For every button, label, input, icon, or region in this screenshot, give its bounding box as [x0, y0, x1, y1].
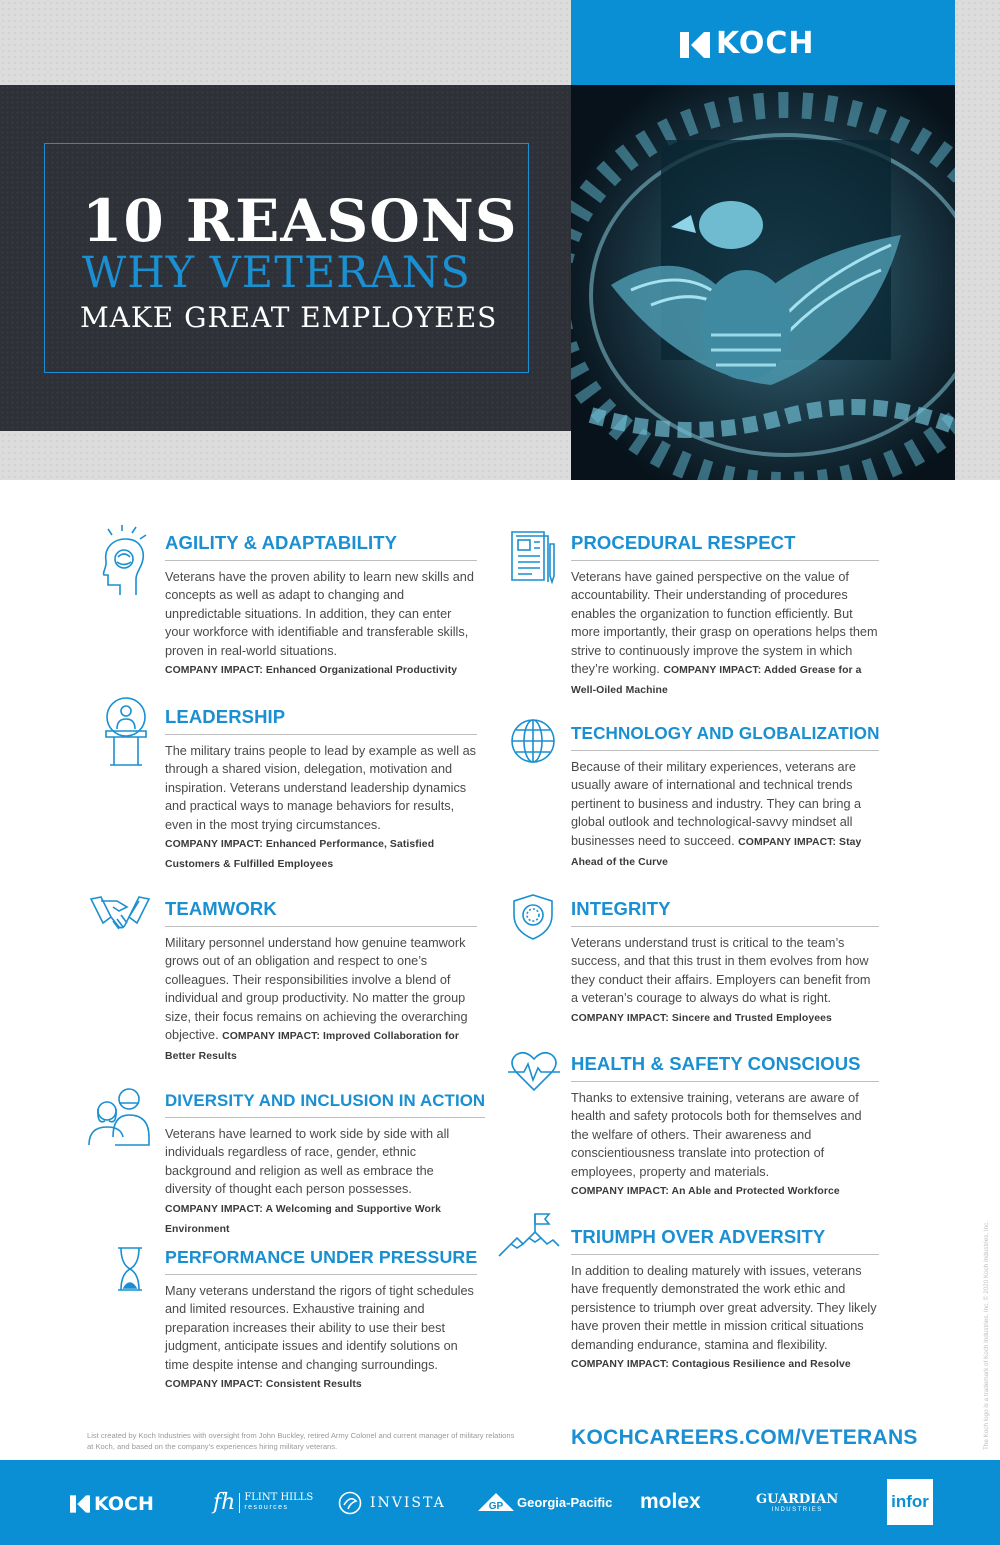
heartbeat-icon — [508, 1050, 560, 1092]
hero-banner — [0, 0, 1000, 480]
brand-label: Georgia-Pacific — [517, 1494, 613, 1510]
brand-molex: molex — [640, 1490, 701, 1513]
svg-text:GP: GP — [488, 1501, 504, 1511]
section-title: DIVERSITY AND INCLUSION IN ACTION — [165, 1091, 485, 1118]
brand-label: GUARDIAN — [756, 1492, 839, 1507]
section-triumph — [571, 1226, 879, 1374]
company-impact: COMPANY IMPACT: Sincere and Trusted Employees — [571, 1012, 832, 1024]
section-title: HEALTH & SAFETY CONSCIOUS — [571, 1053, 879, 1082]
company-impact: COMPANY IMPACT: Added Grease for a Well-Oiled Machine — [571, 665, 862, 697]
section-technology — [571, 724, 879, 872]
company-impact: COMPANY IMPACT: An Able and Protected Workforce — [571, 1186, 840, 1198]
handshake-icon — [89, 893, 151, 933]
section-title: TEAMWORK — [165, 898, 477, 927]
globe-icon — [510, 718, 556, 764]
company-impact: COMPANY IMPACT: Enhanced Organizational Productivity — [165, 665, 458, 677]
brand-invista — [338, 1491, 446, 1515]
title-line-3: MAKE GREAT EMPLOYEES — [80, 301, 498, 334]
section-integrity — [571, 898, 879, 1028]
brand-label: FLINT HILLS — [244, 1491, 314, 1503]
brand-koch — [70, 1493, 154, 1515]
title-line-1: 10 REASONS — [82, 187, 518, 255]
section-leadership — [165, 706, 477, 875]
company-impact: COMPANY IMPACT: Stay Ahead of the Curve — [571, 836, 862, 869]
koch-logo — [680, 26, 815, 61]
section-procedural — [571, 532, 879, 701]
brand-label: KOCH — [94, 1493, 154, 1515]
section-body: The military trains people to lead by example as well as through a shared vision, delegation, motivation and inspiration. Veterans understand leadership dynamics and practical ways to manage behaviors for results, even in the most trying circumstances. — [165, 744, 476, 832]
company-impact: COMPANY IMPACT: Consistent Results — [165, 1379, 362, 1391]
section-diversity — [165, 1091, 485, 1239]
brand-guardian — [756, 1492, 838, 1513]
gp-triangle-icon — [478, 1493, 514, 1511]
company-impact: COMPANY IMPACT: Improved Collaboration for Better Results — [165, 1031, 459, 1063]
section-title: PERFORMANCE UNDER PRESSURE — [165, 1247, 477, 1275]
section-body: In addition to dealing maturely with issues, veterans have frequently demonstrated the work ethic and persistence to triumph over great adversity. They likely have proven their mettle in mission critical situations demanding endurance, stamina and flexibility. — [571, 1264, 877, 1352]
document-pen-icon — [510, 530, 558, 584]
section-body: Veterans have gained perspective on the value of accountability. Their understanding of procedures enables the organization to function efficiently. But more importantly, their grasp on operations helps them strive to continuously improve the system in which they’re working. — [571, 570, 878, 677]
section-body: Many veterans understand the rigors of tight schedules and limited resources. Exhaustive training and preparation increases their ability to use their best judgment, anticipate issues and identify solutions on time despite intense and changing surroundings. — [165, 1284, 474, 1372]
title-line-2: WHY VETERANS — [82, 248, 471, 298]
brain-head-icon — [100, 525, 152, 597]
hourglass-icon — [116, 1246, 144, 1292]
brand-label: INVISTA — [370, 1495, 446, 1511]
company-impact: COMPANY IMPACT: Enhanced Performance, Satisfied Customers & Fulfilled Employees — [165, 839, 435, 871]
section-title: INTEGRITY — [571, 898, 879, 927]
mountain-flag-icon — [497, 1212, 561, 1260]
section-teamwork — [165, 898, 477, 1067]
brand-label: infor — [891, 1492, 929, 1511]
koch-mark-icon — [70, 1495, 90, 1513]
section-body: Veterans understand trust is critical to the team’s success, and that this trust in them evolves from how they conduct their affairs. Employers can benefit from a veteran’s courage to always do what is right. — [571, 936, 871, 1006]
trademark-note: The Koch logo is a trademark of Koch Industries, Inc. © 2020 Koch Industries, Inc. — [983, 1221, 990, 1450]
careers-link[interactable]: KOCHCAREERS.COM/VETERANS — [571, 1426, 918, 1449]
podium-speaker-icon — [100, 697, 150, 767]
people-pair-icon — [87, 1085, 151, 1147]
section-health — [571, 1053, 879, 1201]
section-title: TECHNOLOGY AND GLOBALIZATION — [571, 724, 879, 751]
brand-sublabel: INDUSTRIES — [771, 1507, 823, 1513]
section-title: LEADERSHIP — [165, 706, 477, 735]
koch-mark-icon — [680, 31, 710, 57]
section-body: Veterans have learned to work side by side with all individuals regardless of race, gender, ethnic background and religion as well as embrace the diversity of thought each person possesses. — [165, 1127, 450, 1197]
invista-swirl-icon — [338, 1491, 362, 1515]
brand-infor — [887, 1479, 933, 1525]
shield-icon — [512, 893, 554, 941]
brand-flint-hills — [213, 1490, 313, 1515]
fh-monogram-icon: fh — [213, 1490, 236, 1515]
section-body: Because of their military experiences, veterans are usually aware of international and technical trends pertinent to business and industry. They can bring a global outlook and technological-savvy mindset all businesses need to succeed. — [571, 760, 862, 848]
company-impact: COMPANY IMPACT: Contagious Resilience and Resolve — [571, 1359, 851, 1371]
eagle-emblem-photo — [571, 85, 955, 480]
brand-georgia-pacific — [478, 1493, 612, 1511]
section-body: Thanks to extensive training, veterans are aware of health and safety protocols both for themselves and the welfare of others. Their awareness and conscientiousness translate into protection of employees, property and materials. — [571, 1091, 862, 1179]
section-title: AGILITY & ADAPTABILITY — [165, 532, 477, 561]
section-body: Veterans have the proven ability to learn new skills and concepts as well as adapt to changing and unpredictable situations. In addition, they can enter your workforce with identifiable and transferable skills, proven in real-world situations. — [165, 570, 474, 658]
koch-wordmark: KOCH — [716, 26, 815, 61]
brand-sublabel: resources — [244, 1503, 289, 1511]
section-title: PROCEDURAL RESPECT — [571, 532, 879, 561]
section-body: Military personnel understand how genuine teamwork grows out of an obligation and respect to one’s colleagues. Their responsibilities involve a blend of individual and group productivity. No matter the group size, their focus remains on achieving the overarching objective. — [165, 936, 468, 1043]
company-impact: COMPANY IMPACT: A Welcoming and Supportive Work Environment — [165, 1203, 442, 1236]
section-agility — [165, 532, 477, 680]
section-title: TRIUMPH OVER ADVERSITY — [571, 1226, 879, 1255]
footnote: List created by Koch Industries with oversight from John Buckley, retired Army Colonel and current manager of military relations at Koch, and based on the company’s experiences hiring military veterans. — [87, 1431, 515, 1451]
brand-bar — [0, 1460, 1000, 1545]
section-performance — [165, 1247, 477, 1394]
